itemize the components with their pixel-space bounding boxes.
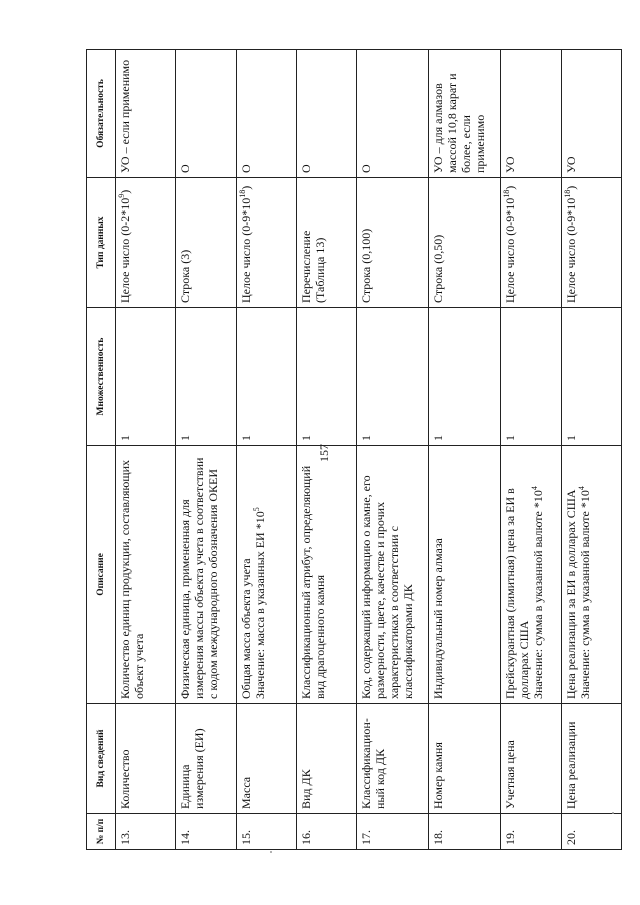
- desc-text: Цена реализации за ЕИ в долларах США: [563, 489, 578, 699]
- header-type: Тип данных: [87, 178, 116, 308]
- cell-num: 20.: [561, 814, 621, 850]
- scan-speck: [270, 851, 272, 853]
- cell-desc: [501, 446, 561, 704]
- desc-value-line: [578, 450, 592, 699]
- cell-type: [236, 178, 296, 308]
- type-exponent: 18: [502, 189, 512, 198]
- cell-num: 16.: [296, 814, 356, 850]
- table-row: [236, 50, 296, 850]
- type-text: Целое число (0-9*10: [563, 197, 578, 303]
- desc-text: Прейскурантная (лимитная) цена за ЕИ в долларах США: [503, 488, 532, 699]
- header-desc: Описание: [87, 446, 116, 704]
- cell-req: УО – если применимо: [116, 50, 176, 178]
- table-row: [116, 50, 176, 850]
- scan-speck: [612, 812, 614, 814]
- cell-num: 13.: [116, 814, 176, 850]
- cell-desc: Код, содержащий информацию о камне, его размерности, цвете, качестве и прочих характеристиках в соответствии с классификаторами ДК: [357, 446, 429, 704]
- cell-mult: 1: [561, 308, 621, 446]
- cell-req: УО: [561, 50, 621, 178]
- table-row: [357, 50, 429, 850]
- table-row: [561, 50, 621, 850]
- cell-name: Учетная цена: [501, 704, 561, 814]
- cell-num: 15.: [236, 814, 296, 850]
- type-exponent: 18: [237, 189, 247, 198]
- type-tail: ): [238, 185, 253, 190]
- type-tail: ): [563, 185, 578, 190]
- type-exponent: 9: [117, 193, 126, 198]
- cell-name: Номер камня: [429, 704, 501, 814]
- cell-desc: Физическая единица, примененная для измерения массы объекта учета в соответствии с кодом международного обозначения ОКЕИ: [176, 446, 236, 704]
- header-req: Обязательность: [87, 50, 116, 178]
- cell-num: 17.: [357, 814, 429, 850]
- cell-name: Количество: [116, 704, 176, 814]
- cell-num: 19.: [501, 814, 561, 850]
- desc-exponent: 4: [576, 486, 586, 491]
- rotated-table-container: [86, 50, 622, 850]
- table-row: [501, 50, 561, 850]
- cell-type: [561, 178, 621, 308]
- page-number: 157: [316, 444, 331, 462]
- cell-type: Строка (0,100): [357, 178, 429, 308]
- cell-mult: 1: [296, 308, 356, 446]
- cell-name: Цена реализации: [561, 704, 621, 814]
- header-mult: Множественность: [87, 308, 116, 446]
- cell-req: О: [176, 50, 236, 178]
- cell-mult: 1: [116, 308, 176, 446]
- data-table: [86, 49, 622, 850]
- desc-value-text: Значение: масса в указанных ЕИ *10: [252, 511, 267, 699]
- desc-value-line: [253, 450, 267, 699]
- table-row: [176, 50, 236, 850]
- table-header-row: [87, 50, 116, 850]
- cell-name: Классификацион-ный код ДК: [357, 704, 429, 814]
- desc-text: Общая масса объекта учета: [238, 558, 253, 699]
- desc-value-text: Значение: сумма в указанной валюте *10: [531, 490, 546, 699]
- cell-mult: 1: [357, 308, 429, 446]
- cell-desc: Количество единиц продукции, составляющих объект учета: [116, 446, 176, 704]
- cell-name: Масса: [236, 704, 296, 814]
- cell-desc: Индивидуальный номер алмаза: [429, 446, 501, 704]
- cell-desc: [236, 446, 296, 704]
- cell-desc: Классификационный атрибут, определяющий вид драгоценного камня: [296, 446, 356, 704]
- table-row: [429, 50, 501, 850]
- cell-type: Перечисление (Таблица 13): [296, 178, 356, 308]
- cell-name: Вид ДК: [296, 704, 356, 814]
- cell-type: Строка (0,50): [429, 178, 501, 308]
- type-text: Целое число (0-2*10: [118, 197, 132, 303]
- type-text: Целое число (0-9*10: [238, 197, 253, 303]
- type-tail: ): [503, 185, 518, 190]
- type-exponent: 18: [562, 189, 572, 198]
- cell-mult: 1: [501, 308, 561, 446]
- cell-desc: [561, 446, 621, 704]
- desc-exponent: 4: [530, 486, 540, 491]
- cell-mult: 1: [176, 308, 236, 446]
- header-num: № п/п: [87, 814, 116, 850]
- cell-req: УО: [501, 50, 561, 178]
- cell-type: [116, 178, 176, 308]
- type-tail: ): [118, 189, 132, 194]
- cell-req: О: [357, 50, 429, 178]
- type-text: Целое число (0-9*10: [503, 197, 518, 303]
- header-name: Вид сведений: [87, 704, 116, 814]
- cell-type: [501, 178, 561, 308]
- desc-exponent: 5: [251, 507, 261, 512]
- cell-name: Единица измерения (ЕИ): [176, 704, 236, 814]
- desc-value-line: [531, 450, 545, 699]
- cell-num: 14.: [176, 814, 236, 850]
- cell-num: 18.: [429, 814, 501, 850]
- table-row: [296, 50, 356, 850]
- cell-mult: 1: [236, 308, 296, 446]
- cell-req: УО – для алмазов массой 10,8 карат и более, если применимо: [429, 50, 501, 178]
- cell-mult: 1: [429, 308, 501, 446]
- cell-type: Строка (3): [176, 178, 236, 308]
- cell-req: О: [236, 50, 296, 178]
- cell-req: О: [296, 50, 356, 178]
- desc-value-text: Значение: сумма в указанной валюте *10: [577, 490, 592, 699]
